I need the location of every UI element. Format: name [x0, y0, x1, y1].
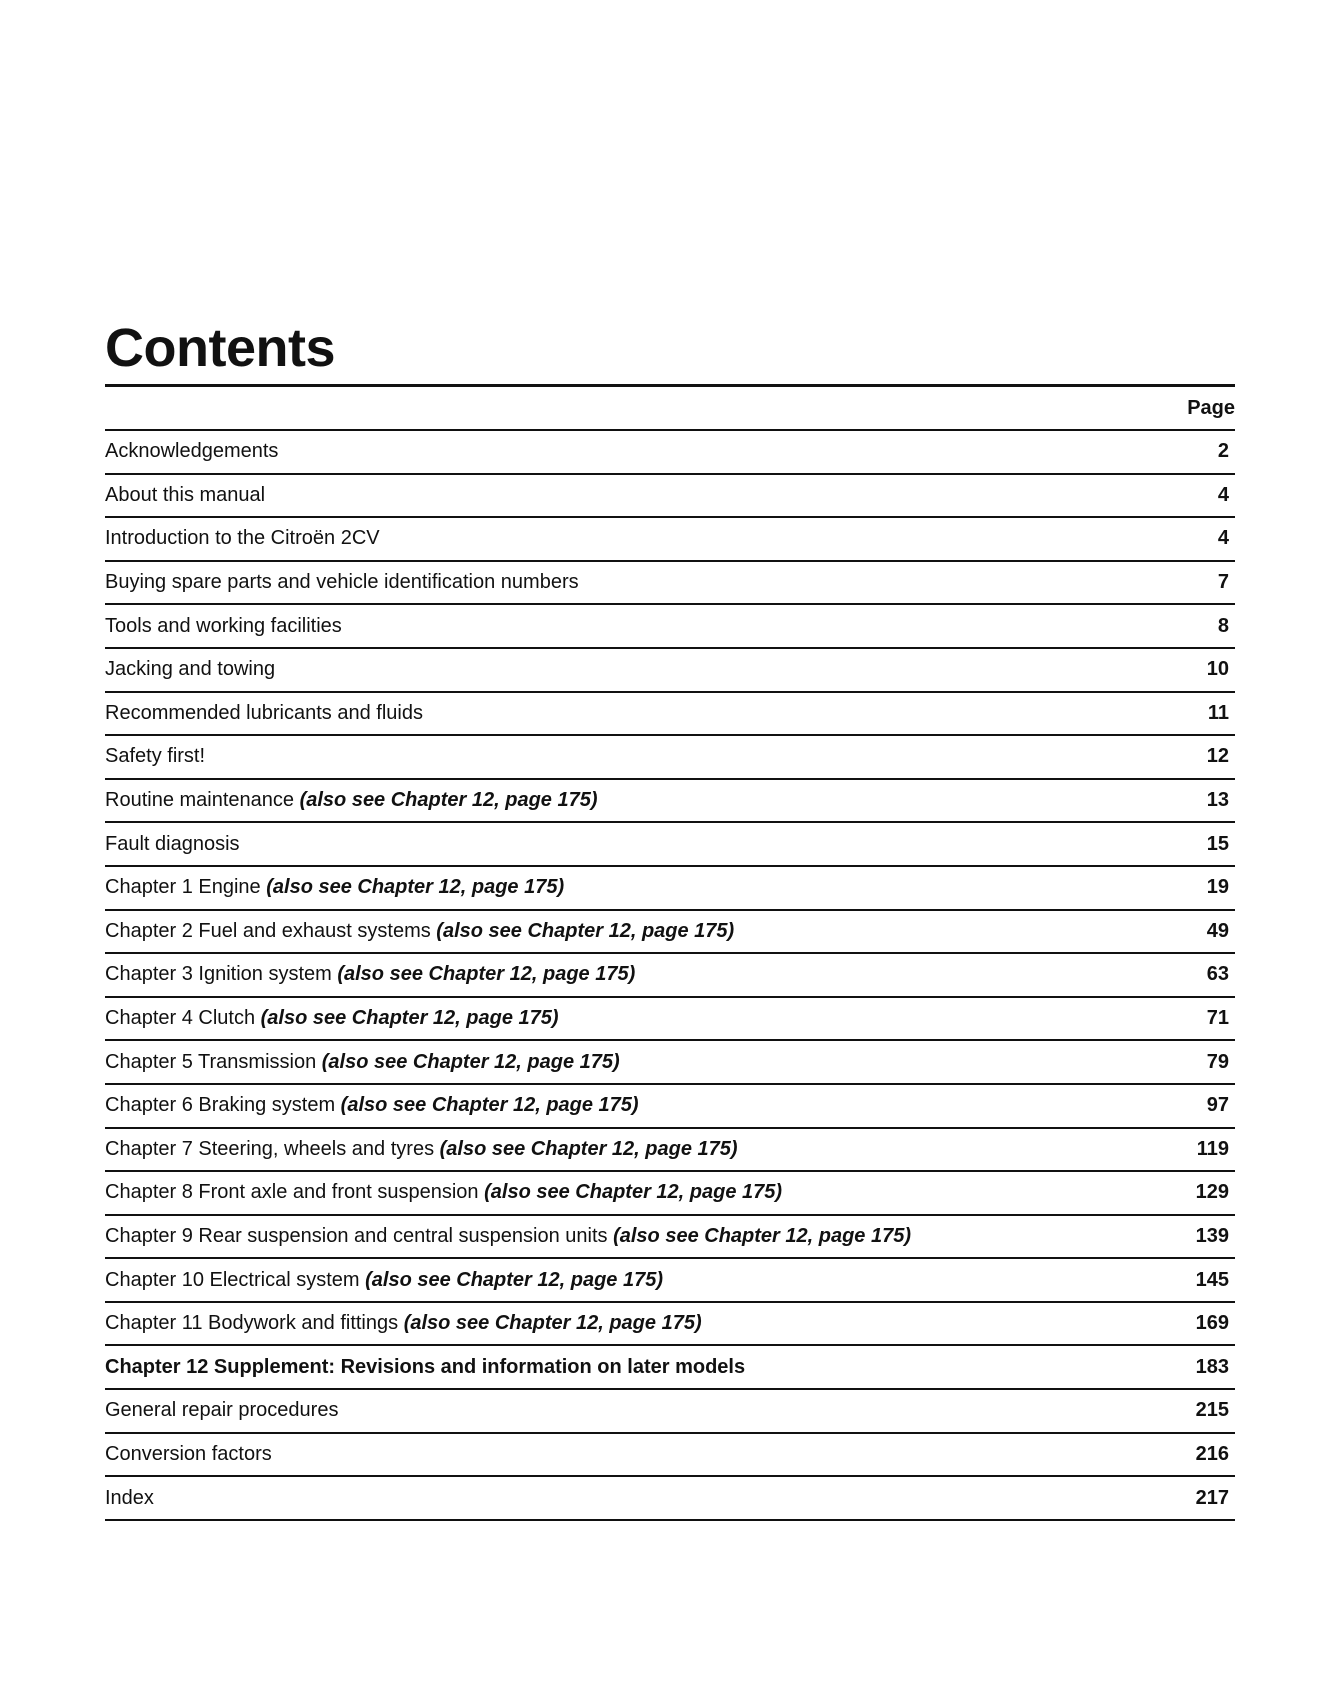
toc-entry-page-number: 215 — [1195, 1399, 1229, 1422]
toc-entry-label — [105, 1269, 663, 1292]
toc-row[interactable] — [105, 1216, 1235, 1260]
toc-entry-label — [105, 527, 380, 550]
toc-entry-note: (also see Chapter 12, page 175) — [484, 1181, 783, 1204]
toc-entry-label — [105, 484, 265, 507]
toc-entry-page-number: 11 — [1207, 701, 1229, 724]
toc-row[interactable] — [105, 1129, 1235, 1173]
page-column-header: Page — [1187, 396, 1235, 419]
toc-entry-page-number: 71 — [1206, 1007, 1229, 1030]
toc-entry-page-number: 216 — [1195, 1442, 1229, 1465]
toc-entry-page-number: 12 — [1206, 745, 1229, 768]
toc-entry-label — [105, 1312, 702, 1335]
toc-row[interactable] — [105, 475, 1235, 519]
toc-entry-page-number: 119 — [1196, 1137, 1229, 1160]
toc-entry-page-number: 2 — [1217, 440, 1229, 463]
toc-entry-title: Chapter 9 Rear suspension and central suspension units — [105, 1224, 608, 1247]
toc-entry-label — [105, 1225, 911, 1248]
toc-entry-page-number: 49 — [1206, 919, 1229, 942]
toc-entry-page-number: 217 — [1195, 1486, 1229, 1509]
toc-entry-label — [105, 876, 564, 899]
toc-entry-note: (also see Chapter 12, page 175) — [299, 789, 598, 812]
toc-entry-label — [105, 1181, 782, 1204]
toc-entry-label — [105, 702, 423, 725]
toc-entry-title: Safety first! — [105, 745, 206, 768]
toc-entry-page-number: 19 — [1206, 876, 1229, 899]
toc-entry-page-number: 79 — [1206, 1050, 1229, 1073]
toc-entry-title: Chapter 11 Bodywork and fittings — [105, 1312, 399, 1335]
toc-entry-note: (also see Chapter 12, page 175) — [403, 1312, 702, 1335]
toc-row[interactable] — [105, 562, 1235, 606]
toc-entry-title: Introduction to the Citroën 2CV — [105, 527, 380, 550]
toc-row[interactable] — [105, 1434, 1235, 1478]
toc-entry-title: Acknowledgements — [105, 440, 279, 463]
toc-entry-title: Chapter 7 Steering, wheels and tyres — [105, 1137, 435, 1160]
toc-row[interactable] — [105, 1390, 1235, 1434]
page-title: Contents — [105, 318, 335, 378]
toc-row[interactable] — [105, 1041, 1235, 1085]
toc-row[interactable] — [105, 1477, 1235, 1521]
toc-entry-label — [105, 1138, 738, 1161]
toc-entry-page-number: 139 — [1195, 1224, 1229, 1247]
toc-entry-title: Fault diagnosis — [105, 832, 240, 855]
toc-entry-label — [105, 833, 240, 856]
toc-entry-title: Chapter 3 Ignition system — [105, 963, 332, 986]
contents-page — [105, 318, 1235, 1521]
toc-entry-note: (also see Chapter 12, page 175) — [260, 1007, 559, 1030]
toc-row[interactable] — [105, 605, 1235, 649]
toc-entry-label — [105, 963, 635, 986]
toc-entry-note: (also see Chapter 12, page 175) — [340, 1094, 639, 1117]
toc-row[interactable] — [105, 823, 1235, 867]
toc-row[interactable] — [105, 998, 1235, 1042]
toc-entry-title: Chapter 4 Clutch — [105, 1007, 256, 1030]
toc-entry-page-number: 145 — [1195, 1268, 1229, 1291]
toc-row[interactable] — [105, 1259, 1235, 1303]
toc-entry-label — [105, 440, 278, 463]
toc-entry-title: Chapter 1 Engine — [105, 876, 261, 899]
toc-entry-page-number: 4 — [1217, 527, 1229, 550]
toc-entry-label — [105, 1356, 745, 1379]
toc-entry-note: (also see Chapter 12, page 175) — [436, 919, 735, 942]
toc-entry-title: Chapter 12 Supplement: Revisions and information on later models — [105, 1355, 746, 1378]
toc-entry-note: (also see Chapter 12, page 175) — [613, 1224, 912, 1247]
toc-entry-note: (also see Chapter 12, page 175) — [266, 876, 565, 899]
toc-row[interactable] — [105, 1085, 1235, 1129]
toc-entry-page-number: 10 — [1206, 658, 1229, 681]
toc-entry-page-number: 8 — [1217, 614, 1229, 637]
toc-entry-page-number: 183 — [1195, 1355, 1229, 1378]
toc-entry-page-number: 169 — [1195, 1312, 1229, 1335]
toc-entry-title: General repair procedures — [105, 1399, 339, 1422]
toc-entry-page-number: 15 — [1206, 832, 1229, 855]
toc-entry-note: (also see Chapter 12, page 175) — [439, 1137, 738, 1160]
toc-entry-title: Chapter 5 Transmission — [105, 1050, 317, 1073]
toc-entry-page-number: 7 — [1217, 571, 1229, 594]
toc-row[interactable] — [105, 867, 1235, 911]
toc-entry-title: Jacking and towing — [105, 658, 276, 681]
toc-entry-label — [105, 1399, 338, 1422]
toc-list — [105, 431, 1235, 1521]
toc-entry-title: Conversion factors — [105, 1442, 272, 1465]
toc-entry-label — [105, 1487, 154, 1510]
toc-entry-label — [105, 1007, 559, 1030]
toc-entry-note: (also see Chapter 12, page 175) — [337, 963, 636, 986]
toc-entry-title: Recommended lubricants and fluids — [105, 701, 423, 724]
toc-entry-label — [105, 920, 734, 943]
toc-entry-label — [105, 1051, 620, 1074]
toc-entry-page-number: 4 — [1217, 483, 1229, 506]
toc-entry-title: Chapter 10 Electrical system — [105, 1268, 360, 1291]
toc-row[interactable] — [105, 911, 1235, 955]
toc-entry-title: Chapter 8 Front axle and front suspension — [105, 1181, 479, 1204]
toc-entry-label — [105, 571, 579, 594]
toc-entry-title: Buying spare parts and vehicle identification numbers — [105, 571, 579, 594]
toc-row[interactable] — [105, 954, 1235, 998]
toc-entry-label — [105, 789, 598, 812]
toc-entry-label — [105, 745, 205, 768]
toc-row[interactable] — [105, 1172, 1235, 1216]
toc-entry-label — [105, 1094, 639, 1117]
toc-entry-page-number: 63 — [1206, 963, 1229, 986]
toc-entry-page-number: 97 — [1206, 1094, 1229, 1117]
toc-entry-title: Chapter 6 Braking system — [105, 1094, 336, 1117]
toc-entry-label — [105, 1443, 272, 1466]
toc-row[interactable] — [105, 1346, 1235, 1390]
toc-entry-note: (also see Chapter 12, page 175) — [321, 1050, 620, 1073]
toc-entry-title: Tools and working facilities — [105, 614, 342, 637]
toc-row[interactable] — [105, 518, 1235, 562]
page-column-header-row — [105, 387, 1235, 431]
toc-entry-page-number: 13 — [1206, 789, 1229, 812]
toc-entry-title: Index — [105, 1486, 154, 1509]
toc-entry-label — [105, 658, 275, 681]
toc-entry-title: Chapter 2 Fuel and exhaust systems — [105, 919, 431, 942]
toc-entry-title: Routine maintenance — [105, 789, 295, 812]
toc-row[interactable] — [105, 1303, 1235, 1347]
toc-row[interactable] — [105, 649, 1235, 693]
toc-entry-title: About this manual — [105, 483, 266, 506]
toc-row[interactable] — [105, 693, 1235, 737]
toc-row[interactable] — [105, 736, 1235, 780]
toc-row[interactable] — [105, 431, 1235, 475]
toc-entry-page-number: 129 — [1195, 1181, 1229, 1204]
toc-entry-label — [105, 615, 342, 638]
toc-entry-note: (also see Chapter 12, page 175) — [365, 1268, 664, 1291]
toc-row[interactable] — [105, 780, 1235, 824]
